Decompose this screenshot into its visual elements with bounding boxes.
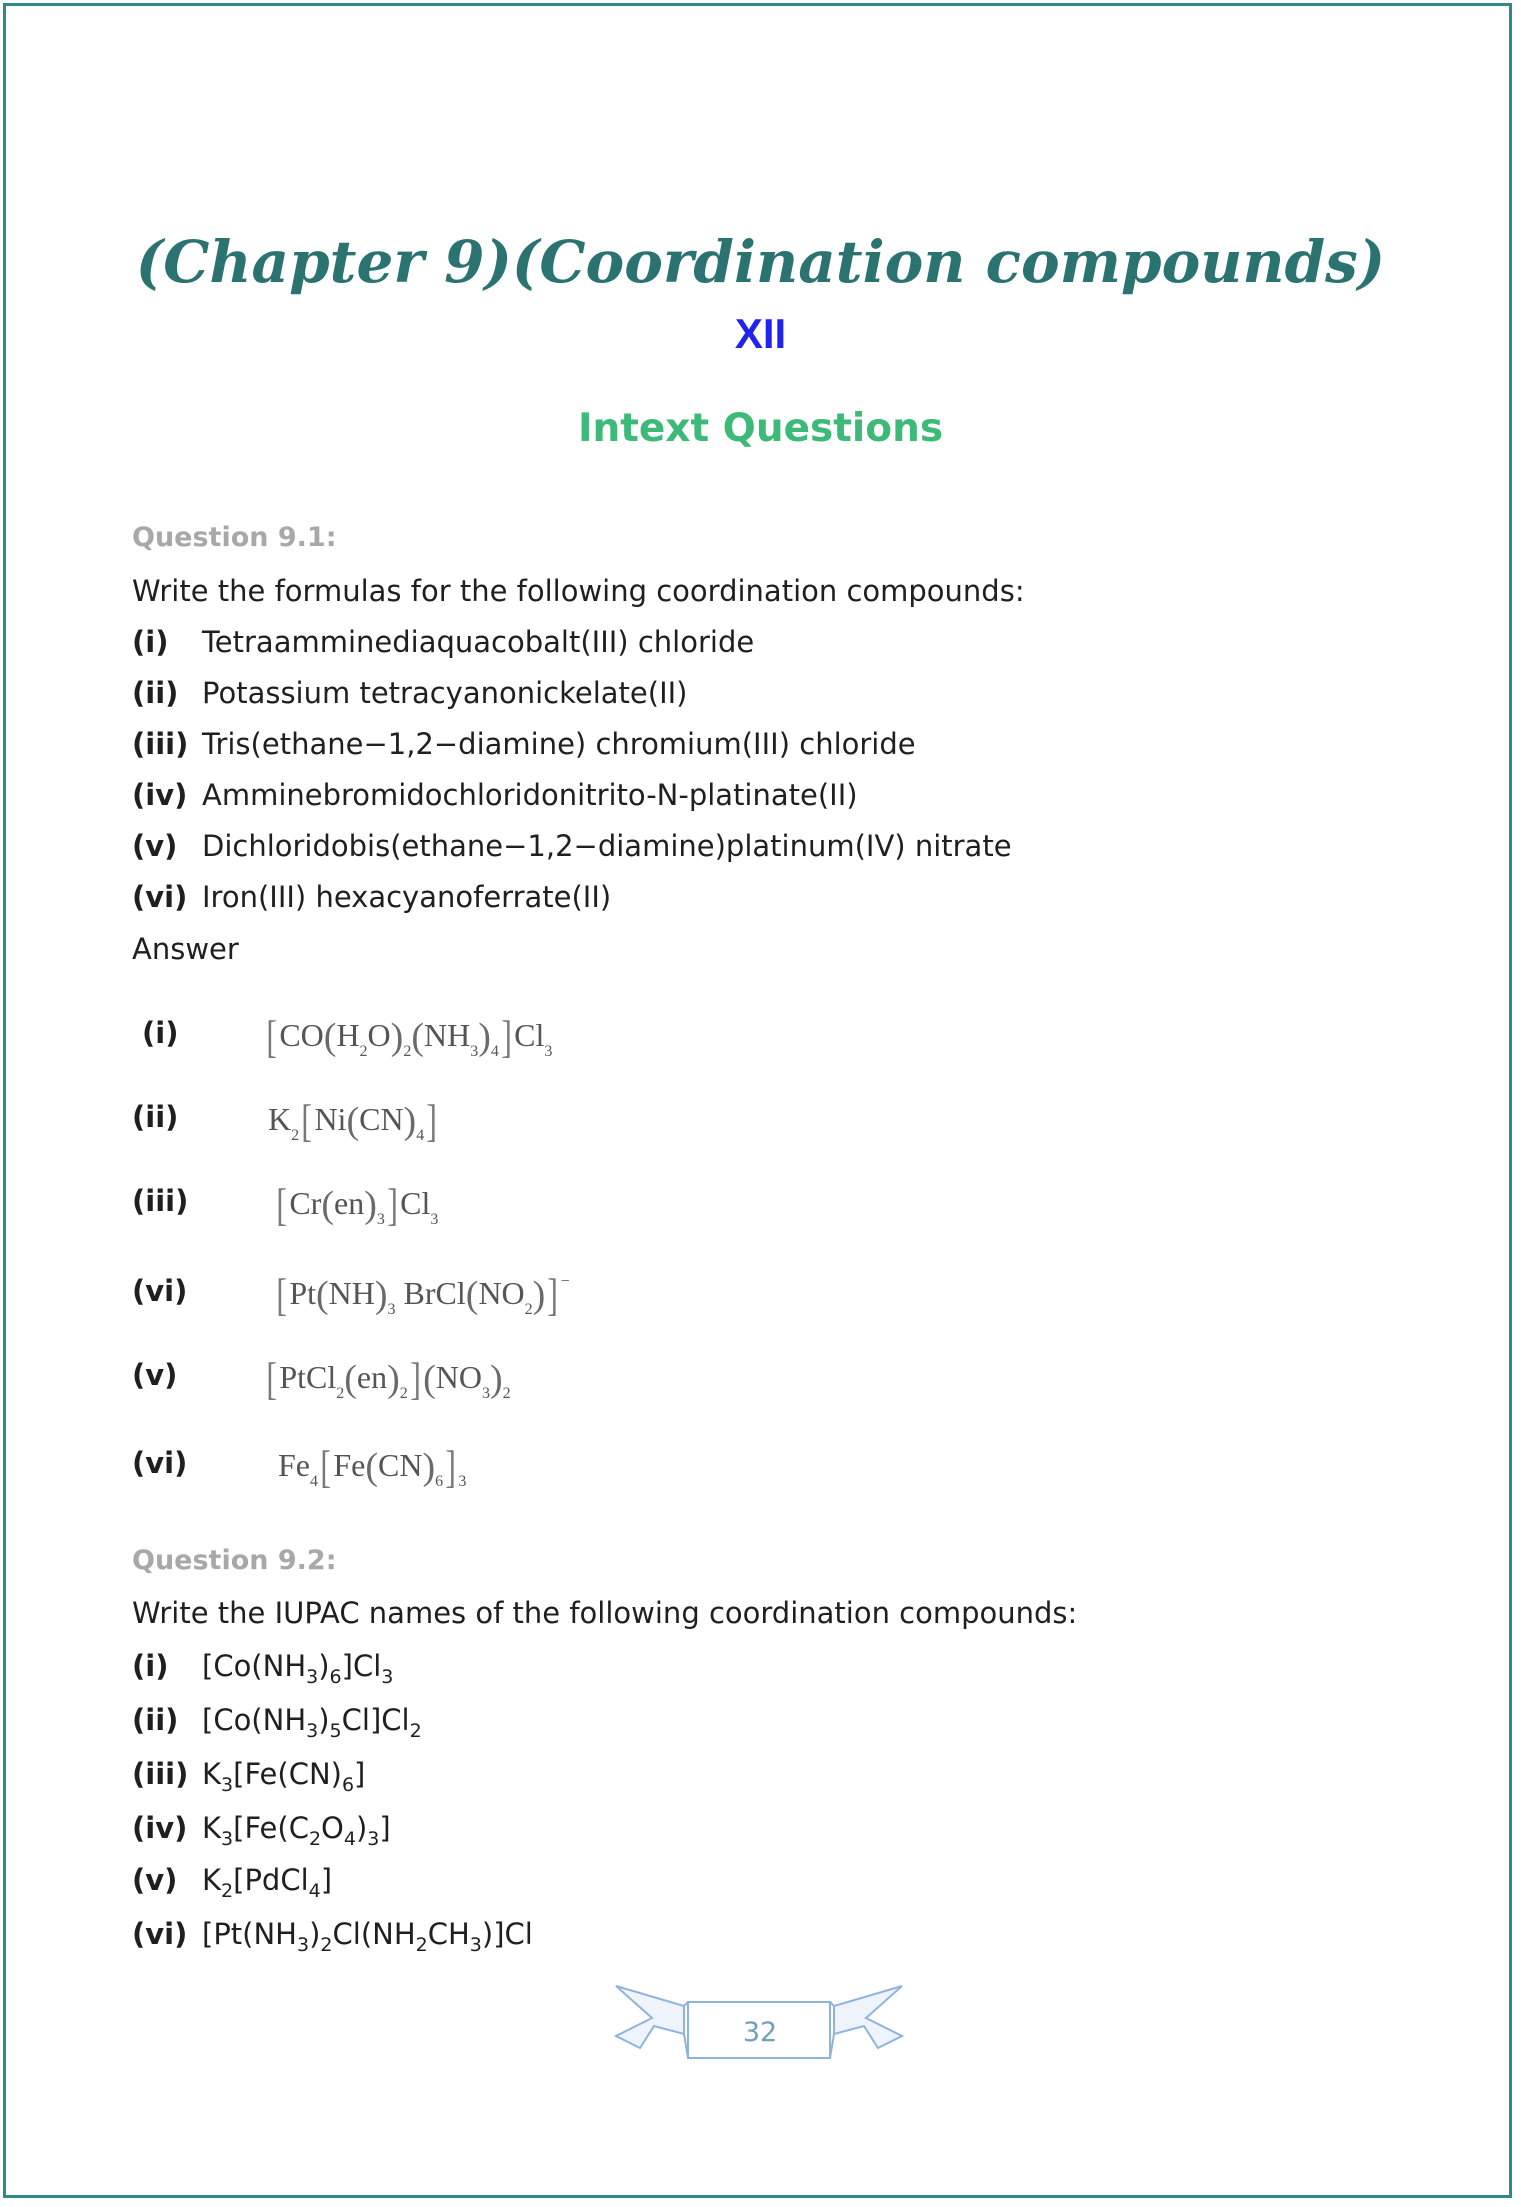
item-number: (i) <box>132 625 169 659</box>
item-number: (iv) <box>132 778 188 812</box>
chapter-title: (Chapter 9)(Coordination compounds) <box>135 228 1386 296</box>
list-item <box>132 1863 332 1902</box>
item-number: (ii) <box>132 676 179 710</box>
item-number: (iii) <box>132 1757 189 1791</box>
formula-image: $K_3[Fe(CN)_6]$ <box>202 1757 366 1796</box>
item-text: Tris(ethane−1,2−diamine) chromium(III) chloride <box>202 727 916 761</box>
answer-label: Answer <box>132 932 239 966</box>
formula-image: $[PtCl_2(en)_2](NO_3)_2$ <box>266 1353 511 1404</box>
list-item <box>132 829 1012 863</box>
list-item <box>132 727 916 761</box>
question-heading: Question 9.2: <box>132 1545 337 1576</box>
list-item <box>132 676 688 710</box>
item-number: (i) <box>132 1649 169 1683</box>
list-item <box>132 1703 422 1742</box>
answer-number: (v) <box>132 1358 178 1392</box>
list-item <box>132 625 754 659</box>
formula-image: $[Pt(NH_3)_2Cl(NH_2CH_3)]Cl$ <box>202 1917 533 1956</box>
answer-number: (iii) <box>132 1184 189 1218</box>
formula-image: $K_3[Fe(C_2O_4)_3]$ <box>202 1811 391 1850</box>
list-item <box>132 1917 533 1956</box>
question-heading: Question 9.1: <box>132 522 337 553</box>
formula-image: $[CO(H_2O)_2(NH_3)_4]Cl_3$ <box>266 1011 553 1062</box>
formula-image: [$Pt(NH)_3$ $BrCl(NO_2)$] − <box>276 1269 570 1320</box>
answer-number: (vi) <box>132 1446 188 1480</box>
formula-image: $K_2[PdCl_4]$ <box>202 1863 333 1902</box>
question-prompt: Write the formulas for the following coordination compounds: <box>132 574 1025 608</box>
list-item <box>132 1649 393 1688</box>
item-text: Amminebromidochloridonitrito-N-platinate(II) <box>202 778 858 812</box>
item-text: Iron(III) hexacyanoferrate(II) <box>202 880 612 914</box>
answer-number: (ii) <box>132 1100 179 1134</box>
list-item <box>132 1811 391 1850</box>
formula-image: $K_2[Ni(CN)_4]$ <box>268 1095 438 1146</box>
question-prompt: Write the IUPAC names of the following coordination compounds: <box>132 1596 1078 1630</box>
item-text: Potassium tetracyanonickelate(II) <box>202 676 688 710</box>
page-number: 32 <box>742 2017 778 2048</box>
item-text: Dichloridobis(ethane−1,2−diamine)platinum(IV) nitrate <box>202 829 1012 863</box>
list-item <box>132 778 858 812</box>
formula-image: $[Cr(en)_3]Cl_3$ <box>276 1179 439 1230</box>
item-number: (v) <box>132 1863 178 1897</box>
formula-image: $Fe_4[Fe(CN)_6]$ $_3$ <box>278 1441 467 1492</box>
item-number: (vi) <box>132 880 188 914</box>
item-number: (v) <box>132 829 178 863</box>
answer-number: (vi) <box>132 1274 188 1308</box>
formula-image: $[Co(NH_3)_6]Cl_3$ <box>202 1649 394 1688</box>
answer-number: (i) <box>142 1016 179 1050</box>
item-text: Tetraamminediaquacobalt(III) chloride <box>202 625 755 659</box>
item-number: (iv) <box>132 1811 188 1845</box>
list-item <box>132 1757 365 1796</box>
item-number: (vi) <box>132 1917 188 1951</box>
formula-image: $[Co(NH_3)_5Cl]Cl_2$ <box>202 1703 422 1742</box>
item-number: (ii) <box>132 1703 179 1737</box>
item-number: (iii) <box>132 727 189 761</box>
section-title: Intext Questions <box>577 406 944 451</box>
class-label: XII <box>734 310 787 357</box>
list-item <box>132 880 611 914</box>
